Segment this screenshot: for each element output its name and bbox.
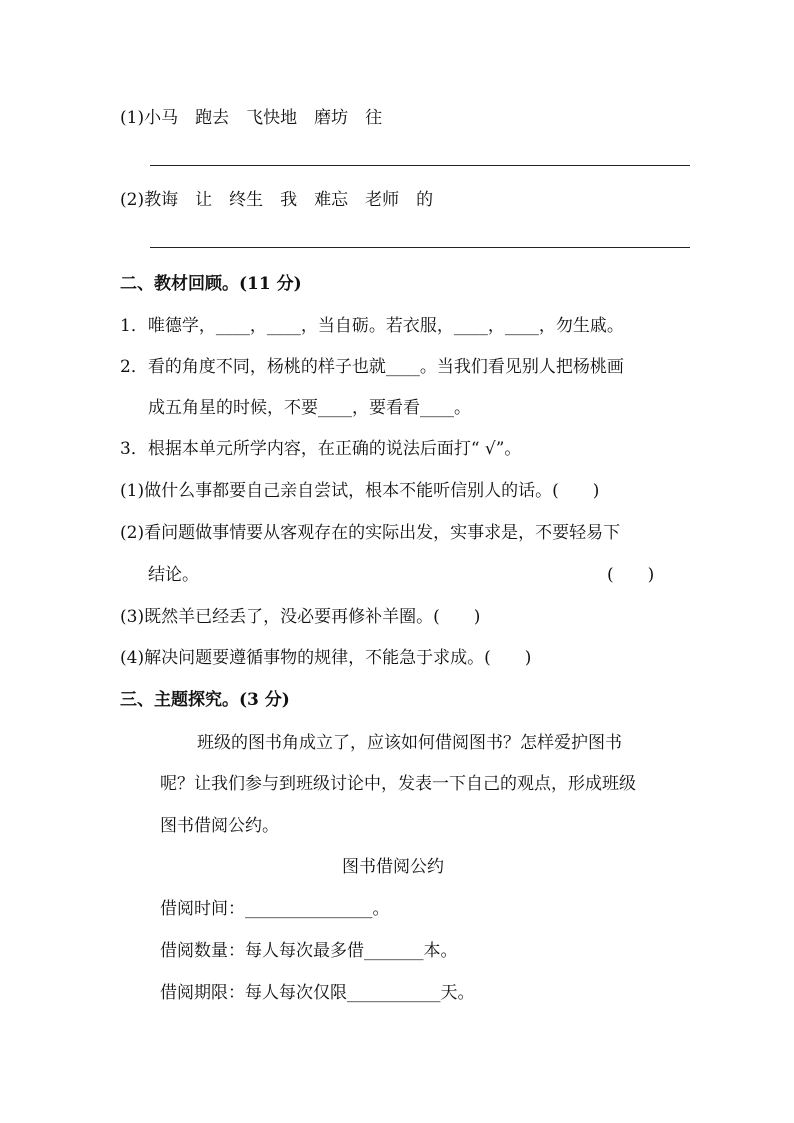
judge-sub-3: (3)既然羊已经丢了，没必要再修补羊圈。( )	[120, 607, 481, 627]
judge-sub-4: (4)解决问题要遵循事物的规律，不能急于求成。( )	[120, 648, 532, 668]
fill-item-2-line-1: 2．看的角度不同，杨桃的样子也就____。当我们看见别人把杨桃画	[120, 357, 624, 377]
judge-item-3: 3．根据本单元所学内容，在正确的说法后面打“ √”。	[120, 439, 522, 459]
fill-item-1: 1．唯德学，____，____，当自砺。若衣服，____，____，勿生戚。	[120, 316, 624, 336]
prompt-paragraph-line-1: 班级的图书角成立了，应该如何借阅图书？怎样爱护图书	[197, 733, 622, 753]
answer-line-2[interactable]	[150, 247, 690, 248]
section-3-heading: 三、主题探究。(3 分)	[120, 690, 290, 710]
answer-line-1[interactable]	[150, 165, 690, 166]
judge-sub-1: (1)做什么事都要自己亲自尝试，根本不能听信别人的话。( )	[120, 481, 600, 501]
section-2-heading: 二、教材回顾。(11 分)	[120, 274, 302, 294]
prompt-paragraph-line-3: 图书借阅公约。	[160, 816, 279, 836]
judge-sub-2-line-2: 结论。	[148, 565, 199, 585]
prompt-paragraph-line-2: 呢？让我们参与到班级讨论中，发表一下自己的观点，形成班级	[160, 774, 636, 794]
convention-title: 图书借阅公约	[342, 857, 444, 877]
reorder-question-2: (2)教诲 让 终生 我 难忘 老师 的	[120, 190, 434, 210]
borrow-period-row[interactable]: 借阅期限：每人每次仅限___________天。	[160, 983, 475, 1003]
borrow-time-row[interactable]: 借阅时间：_______________。	[160, 899, 390, 919]
reorder-question-1: (1)小马 跑去 飞快地 磨坊 往	[120, 108, 383, 128]
judge-sub-2-line-1: (2)看问题做事情要从客观存在的实际出发，实事求是，不要轻易下	[120, 523, 621, 543]
fill-item-2-line-2: 成五角星的时候，不要____，要看看____。	[148, 398, 471, 418]
judge-sub-2-bracket[interactable]: ( )	[607, 565, 655, 585]
borrow-quantity-row[interactable]: 借阅数量：每人每次最多借_______本。	[160, 941, 458, 961]
